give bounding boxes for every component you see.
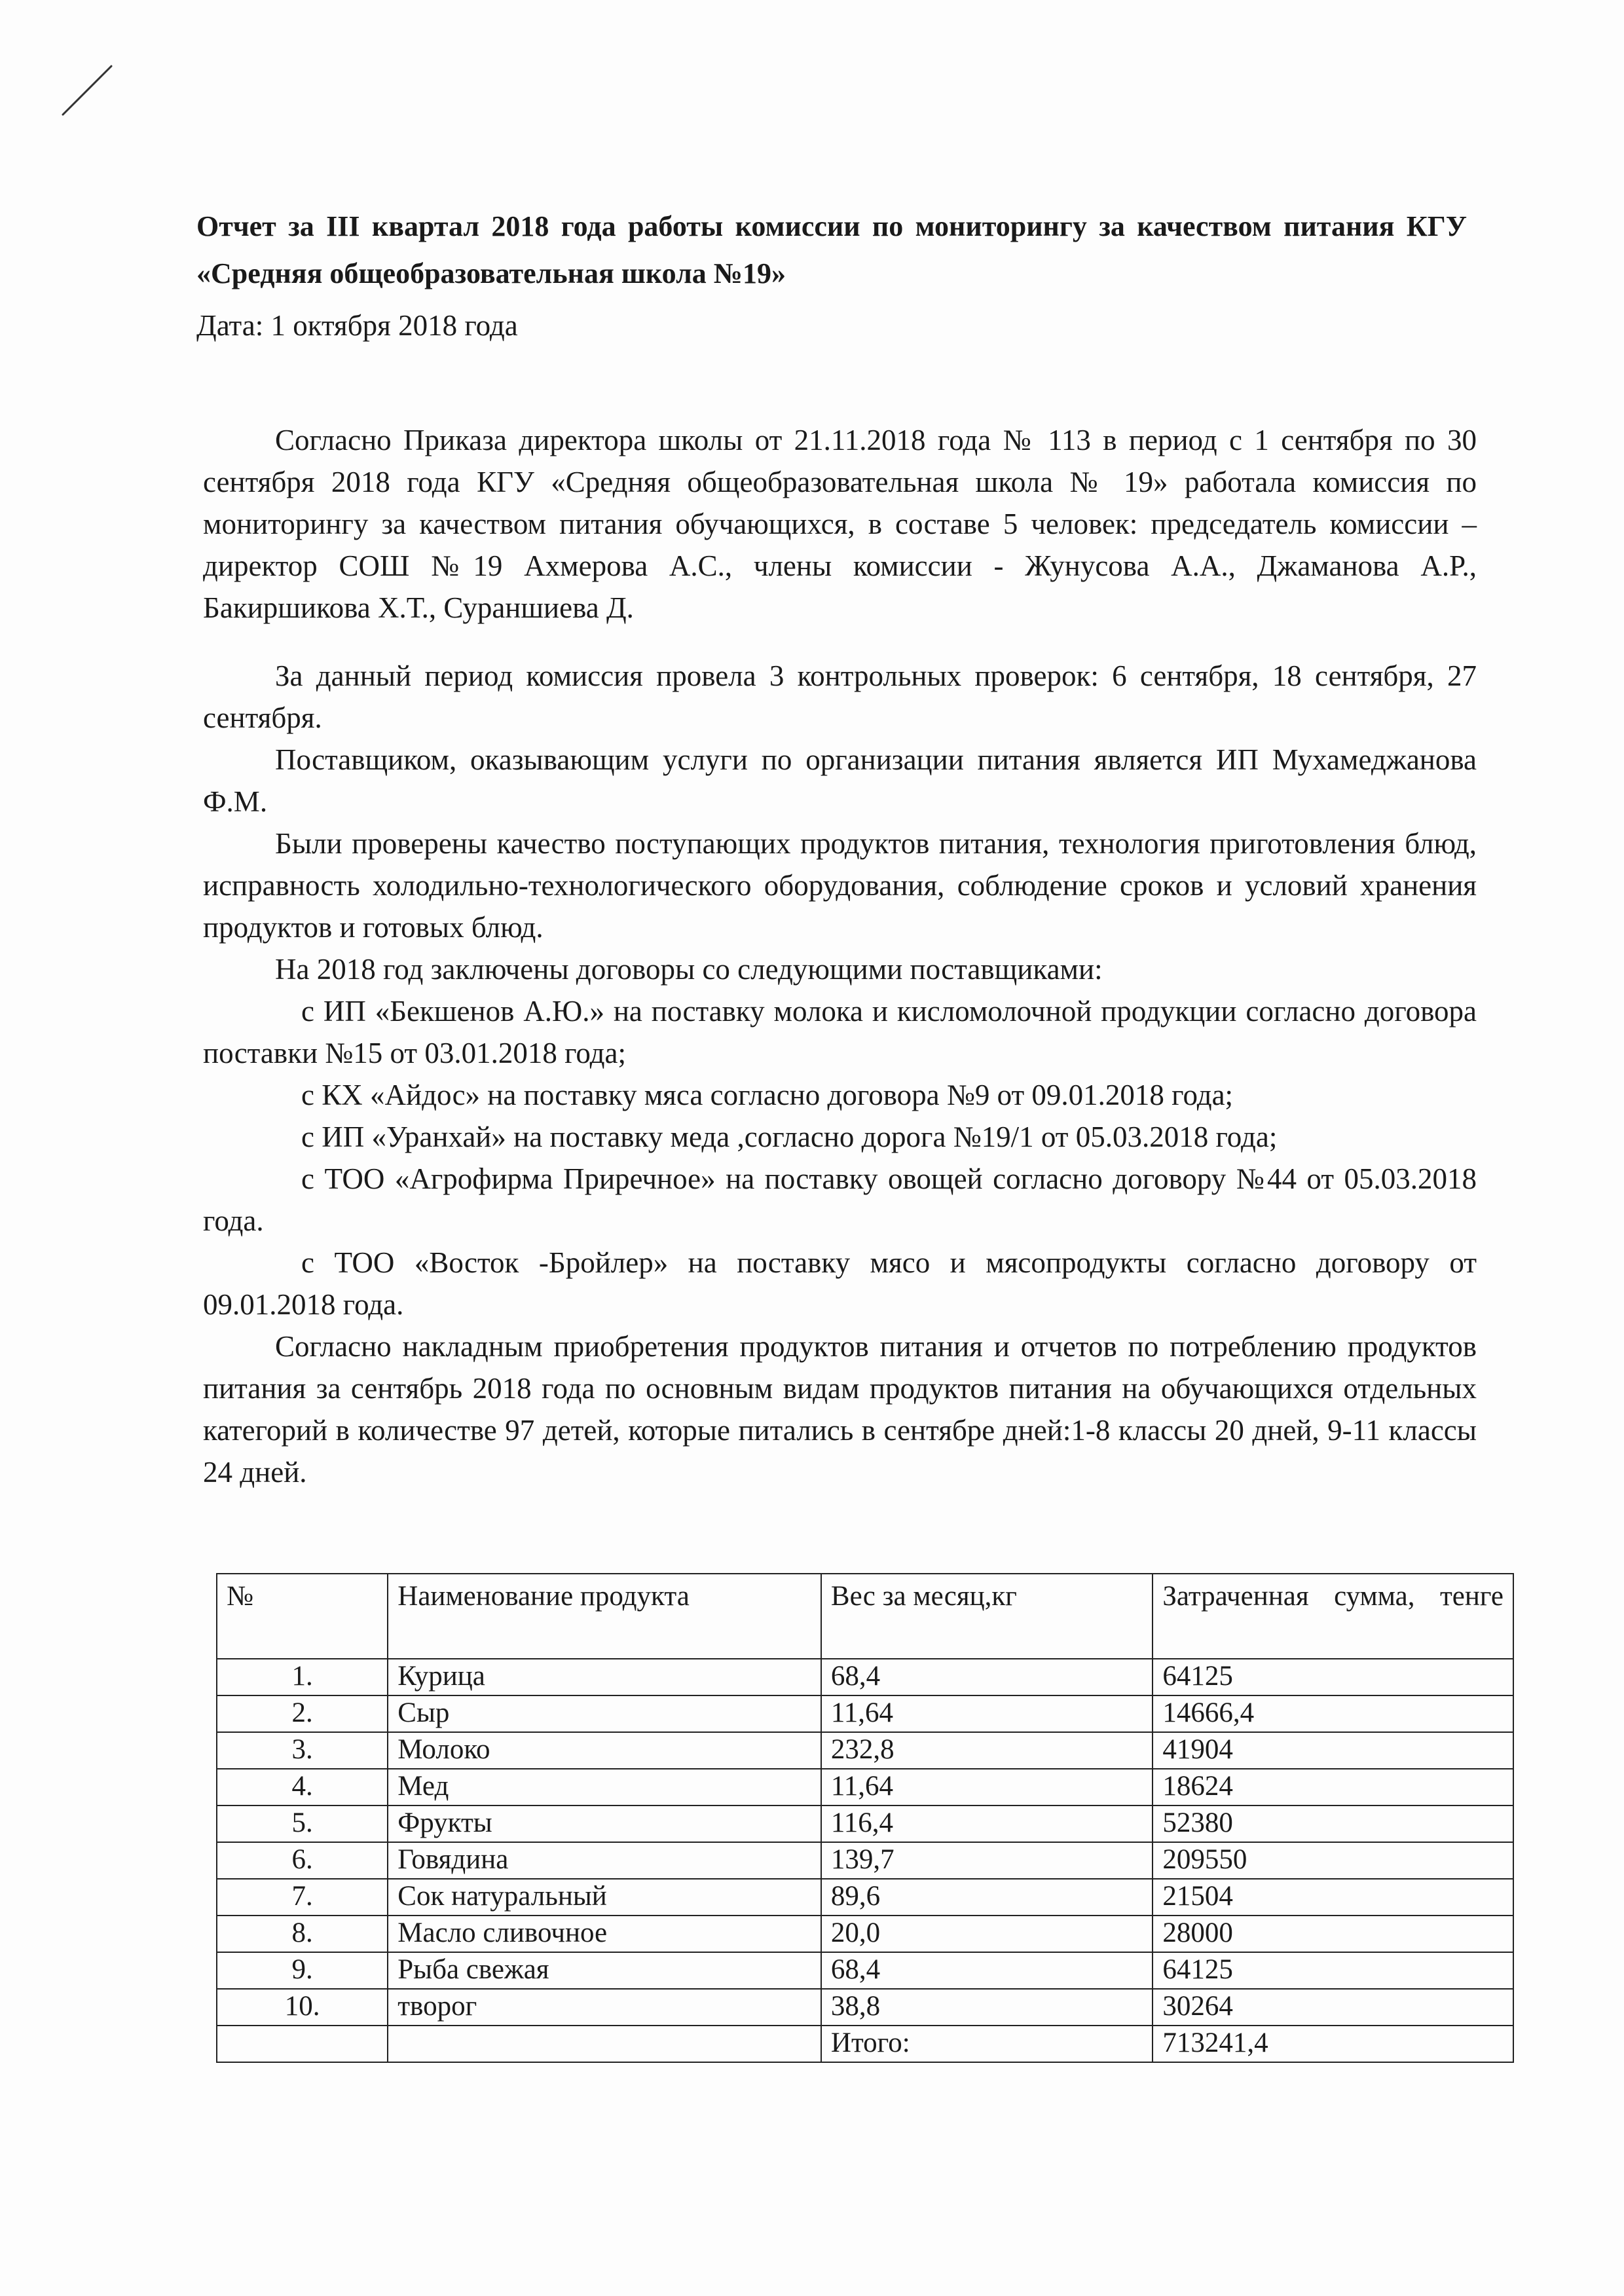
document-date: Дата: 1 октября 2018 года (196, 309, 518, 342)
cell-product: творог (388, 1989, 821, 2026)
table-row (217, 1695, 1513, 1732)
paragraph-consumption: Согласно накладным приобретения продуктов питания и отчетов по потреблению продуктов питания за сентябрь 2018 года по основным видам продуктов питания на обучающихся отдельных категорий в количестве 97 детей, которые питались в сентябре дней:1-8 классы 20 дней, 9-11 классы 24 дней. (203, 1330, 1477, 1489)
header-number: № (217, 1574, 388, 1659)
cell-sum: 64125 (1153, 1952, 1513, 1989)
cell-product: Сыр (388, 1695, 821, 1732)
table-row (217, 1952, 1513, 1989)
cell-sum: 14666,4 (1153, 1695, 1513, 1732)
cell-sum: 209550 (1153, 1842, 1513, 1879)
cell-number: 7. (217, 1879, 388, 1916)
paragraph-contracts-intro: На 2018 год заключены договоры со следующими поставщиками: (275, 953, 1103, 986)
cell-product: Фрукты (388, 1805, 821, 1842)
cell-number: 6. (217, 1842, 388, 1879)
document-title: Отчет за III квартал 2018 года работы комиссии по мониторингу за качеством питания КГУ «Средняя общеобразовательная школа №19» (196, 210, 1467, 289)
products-table (216, 1573, 1514, 2063)
cell-number: 8. (217, 1916, 388, 1952)
cell-product: Сок натуральный (388, 1879, 821, 1916)
cell-number: 3. (217, 1732, 388, 1769)
paragraph-supplier: Поставщиком, оказывающим услуги по организации питания является ИП Мухамеджанова Ф.М. (203, 743, 1477, 818)
cell-weight: 38,8 (821, 1989, 1153, 2026)
cell-number: 9. (217, 1952, 388, 1989)
cell-empty (388, 2026, 821, 2062)
cell-number: 10. (217, 1989, 388, 2026)
table-row (217, 1842, 1513, 1879)
cell-number: 4. (217, 1769, 388, 1805)
cell-weight: 232,8 (821, 1732, 1153, 1769)
cell-sum: 18624 (1153, 1769, 1513, 1805)
table-row (217, 1659, 1513, 1695)
cell-weight: 20,0 (821, 1916, 1153, 1952)
cell-weight: 68,4 (821, 1952, 1153, 1989)
table-row (217, 1989, 1513, 2026)
paragraph-inspections: За данный период комиссия провела 3 контрольных проверок: 6 сентября, 18 сентября, 27 сентября. (203, 659, 1477, 734)
header-product-name: Наименование продукта (388, 1574, 821, 1659)
cell-product: Молоко (388, 1732, 821, 1769)
cell-product: Рыба свежая (388, 1952, 821, 1989)
contract-item: с ИП «Бекшенов А.Ю.» на поставку молока и кисломолочной продукции согласно договора поставки №15 от 03.01.2018 года; (203, 995, 1477, 1069)
table-row (217, 1916, 1513, 1952)
header-sum-text: Затраченная сумма, тенге (1162, 1581, 1504, 1612)
contract-item: с ИП «Уранхай» на поставку меда ,согласно дорога №19/1 от 05.03.2018 года; (301, 1120, 1278, 1153)
cell-product: Курица (388, 1659, 821, 1695)
paragraph-commission: Согласно Приказа директора школы от 21.11.2018 года № 113 в период с 1 сентября по 30 сентября 2018 года КГУ «Средняя общеобразовательная школа № 19» работала комиссия по мониторингу за качеством питания обучающихся, в составе 5 человек: председатель комиссии – директор СОШ №19 Ахмерова А.С., члены комиссии - Жунусова А.А., Джаманова А.Р., Бакиршикова Х.Т., Сураншиева Д. (203, 424, 1477, 624)
cell-number: 5. (217, 1805, 388, 1842)
header-sum (1153, 1574, 1513, 1659)
cell-sum: 21504 (1153, 1879, 1513, 1916)
table-total-row (217, 2026, 1513, 2062)
cell-number: 1. (217, 1659, 388, 1695)
table-row (217, 1805, 1513, 1842)
cell-sum: 28000 (1153, 1916, 1513, 1952)
table-header-row (217, 1574, 1513, 1659)
table-row (217, 1769, 1513, 1805)
total-value: 713241,4 (1153, 2026, 1513, 2062)
paragraph-checks: Были проверены качество поступающих продуктов питания, технология приготовления блюд, исправность холодильно-технологического оборудования, соблюдение сроков и условий хранения продуктов и готовых блюд. (203, 827, 1477, 944)
document-body (203, 419, 1477, 1493)
table-row (217, 1879, 1513, 1916)
cell-weight: 116,4 (821, 1805, 1153, 1842)
cell-product: Масло сливочное (388, 1916, 821, 1952)
cell-sum: 30264 (1153, 1989, 1513, 2026)
cell-weight: 11,64 (821, 1769, 1153, 1805)
cell-sum: 41904 (1153, 1732, 1513, 1769)
cell-product: Говядина (388, 1842, 821, 1879)
cell-empty (217, 2026, 388, 2062)
contract-item: с ТОО «Агрофирма Приречное» на поставку овощей согласно договору №44 от 05.03.2018 года. (203, 1162, 1477, 1237)
cell-product: Мед (388, 1769, 821, 1805)
cell-number: 2. (217, 1695, 388, 1732)
cell-weight: 11,64 (821, 1695, 1153, 1732)
total-label: Итого: (821, 2026, 1153, 2062)
contract-item: с ТОО «Восток -Бройлер» на поставку мясо и мясопродукты согласно договору от 09.01.2018 года. (203, 1246, 1477, 1321)
header-weight: Вес за месяц,кг (821, 1574, 1153, 1659)
cell-weight: 68,4 (821, 1659, 1153, 1695)
table-row (217, 1732, 1513, 1769)
cell-weight: 89,6 (821, 1879, 1153, 1916)
cell-sum: 52380 (1153, 1805, 1513, 1842)
cell-sum: 64125 (1153, 1659, 1513, 1695)
cell-weight: 139,7 (821, 1842, 1153, 1879)
contract-item: с КХ «Айдос» на поставку мяса согласно договора №9 от 09.01.2018 года; (301, 1079, 1234, 1111)
pen-stroke-mark (59, 62, 115, 118)
